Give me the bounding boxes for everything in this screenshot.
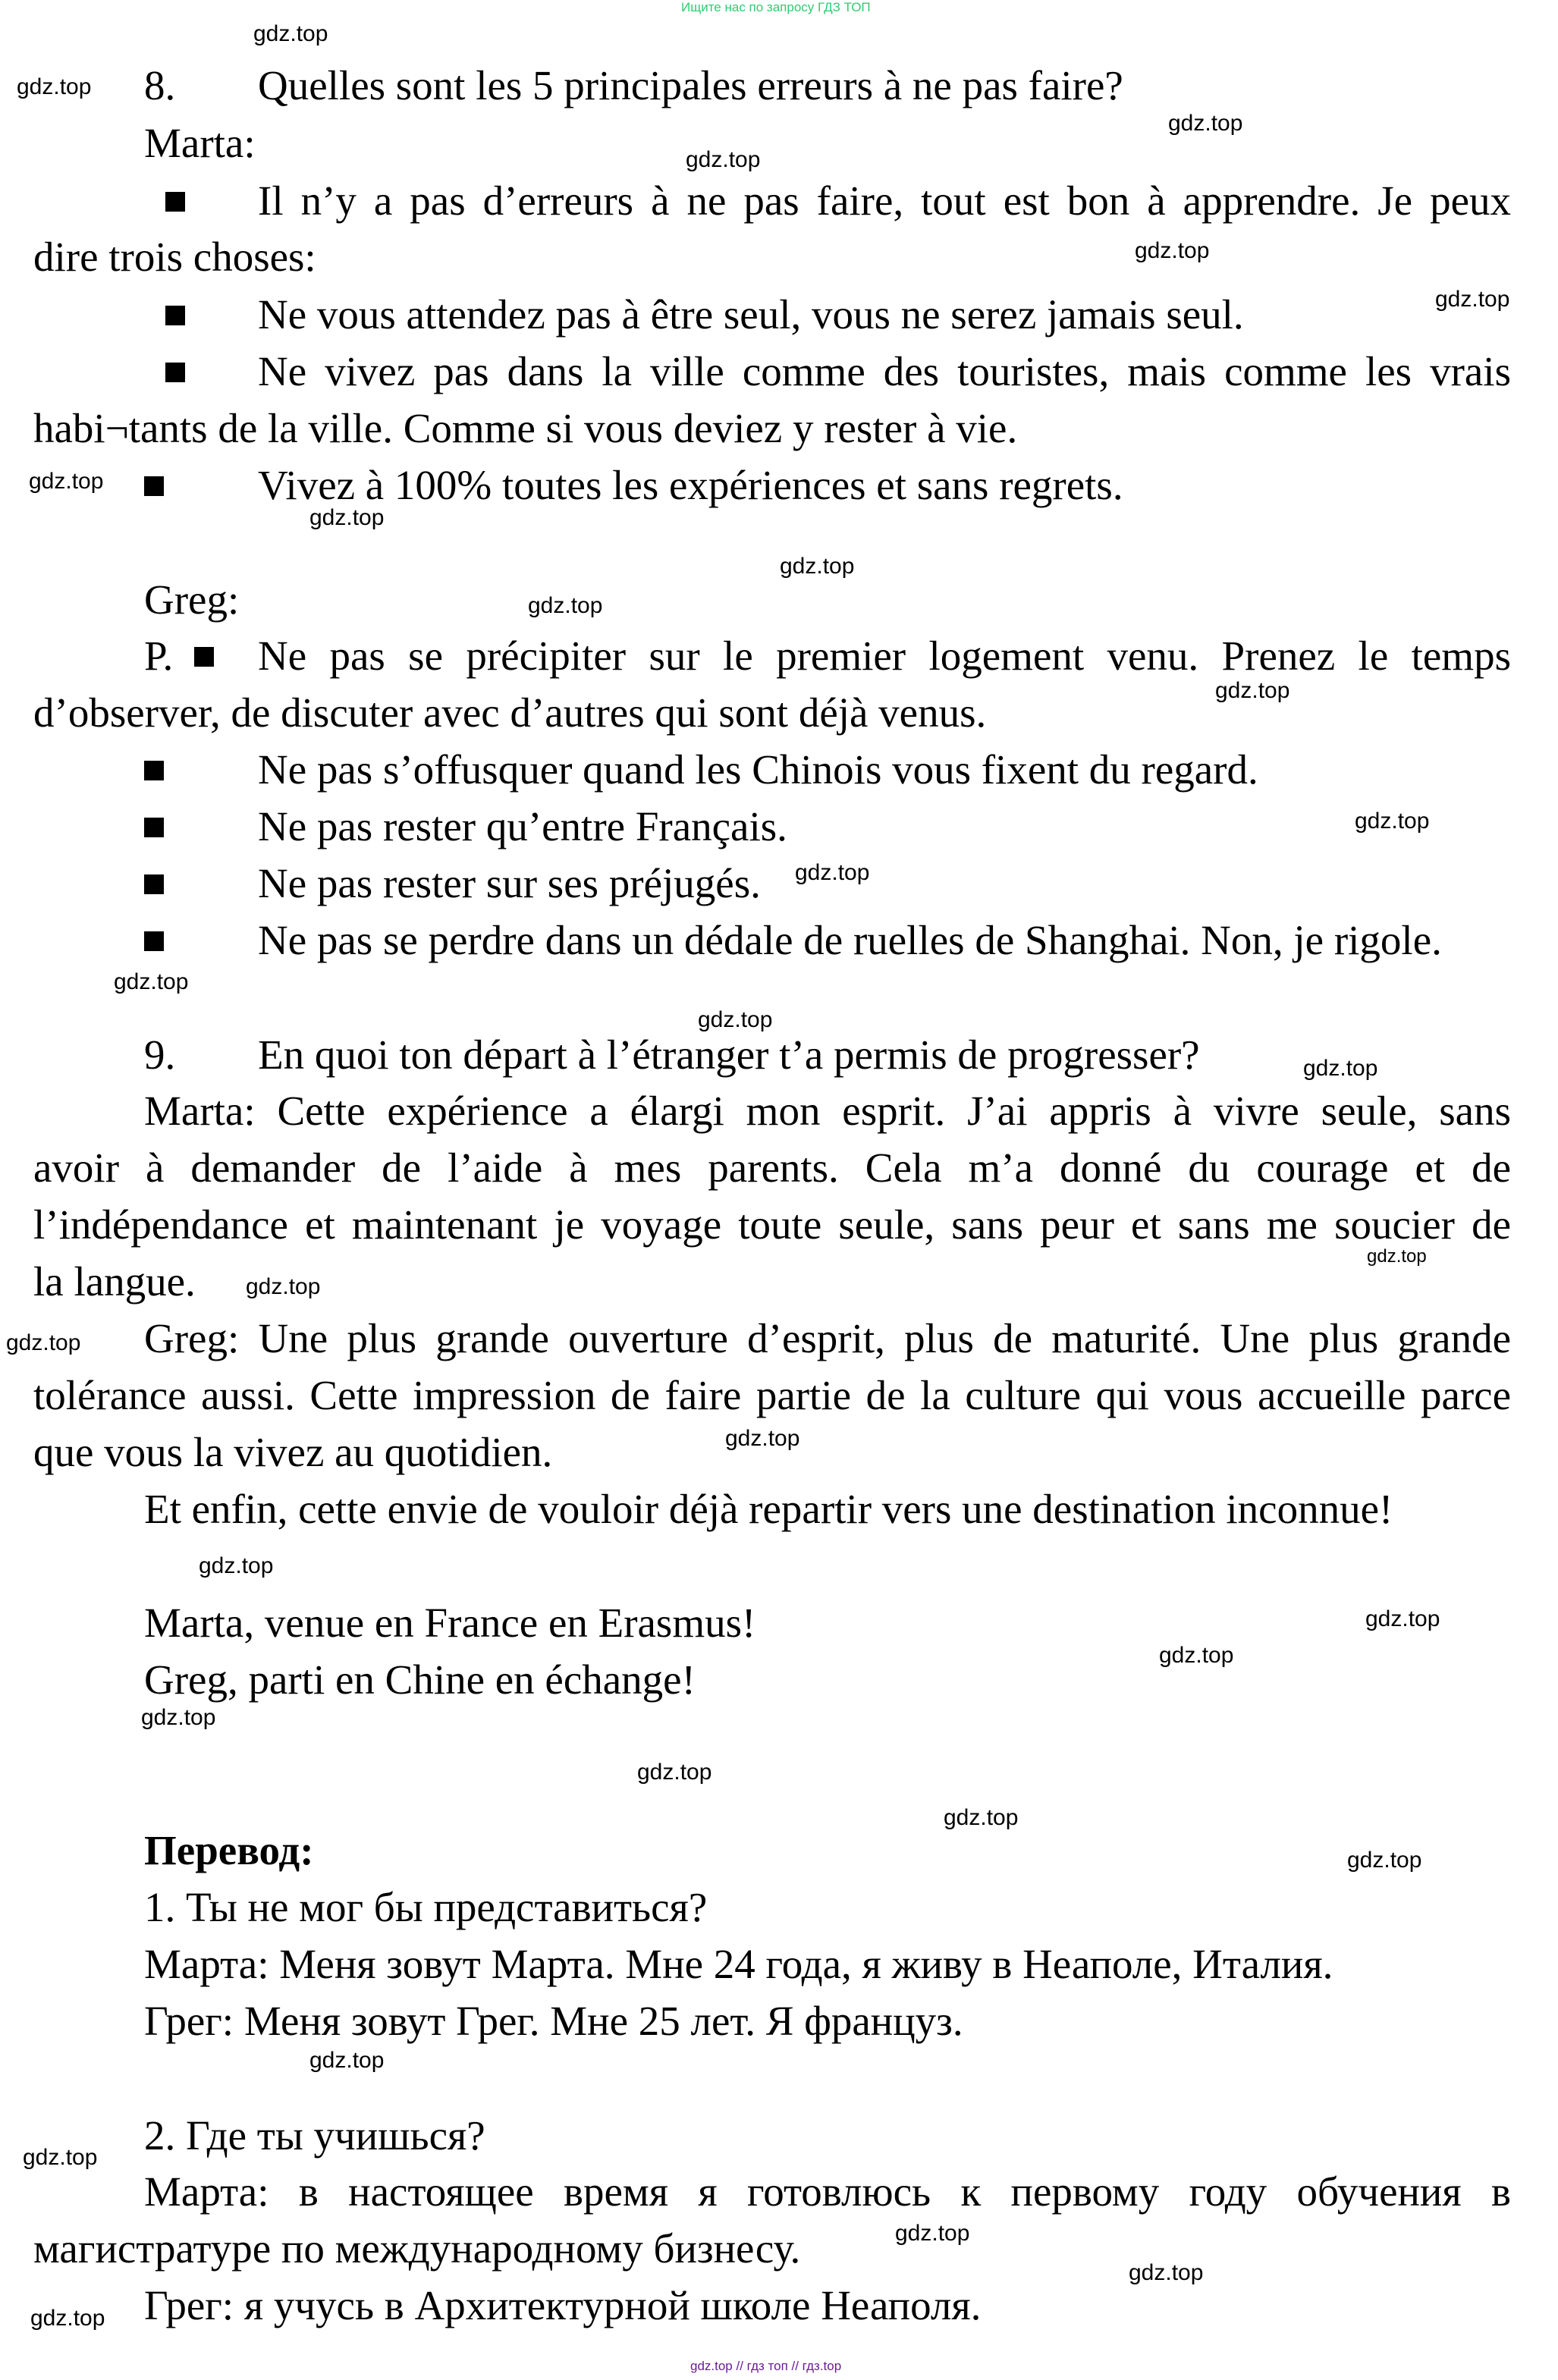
marta-bullet-1-line-2: dire trois choses:: [33, 234, 316, 280]
marta-label: Marta:: [144, 120, 256, 166]
watermark: gdz.top: [528, 593, 603, 618]
greg-answer-line-1: Greg: Une plus grande ouverture d’esprit, plus de maturité. Une plus grande: [144, 1315, 1511, 1361]
closing-marta: Marta, venue en France en Erasmus!: [144, 1600, 756, 1646]
translation-q1-marta: Марта: Меня зовут Марта. Мне 24 года, я живу в Неаполе, Италия.: [144, 1941, 1333, 1987]
greg-bullet-3: Ne pas rester qu’entre Français.: [258, 803, 787, 849]
greg-bullet-5: Ne pas se perdre dans un dédale de ruelles de Shanghai. Non, je rigole.: [258, 917, 1442, 963]
bullet-icon: [165, 363, 185, 382]
greg-bullet-4: Ne pas rester sur ses préjugés.: [258, 860, 761, 906]
watermark: gdz.top: [1215, 678, 1290, 703]
watermark: gdz.top: [199, 1553, 274, 1578]
translation-question-1: 1. Ты не мог бы представиться?: [144, 1884, 708, 1930]
greg-bullet-1-line-2: d’observer, de discuter avec d’autres qui sont déjà venus.: [33, 689, 987, 736]
watermark: gdz.top: [698, 1007, 773, 1032]
bullet-icon: [144, 874, 164, 894]
watermark: gdz.top: [1129, 2260, 1204, 2285]
bullet-icon: [144, 476, 164, 496]
watermark: gdz.top: [1367, 1246, 1427, 1267]
watermark: gdz.top: [944, 1805, 1019, 1830]
watermark: gdz.top: [141, 1705, 216, 1730]
question-9-text: En quoi ton départ à l’étranger t’a permis de progresser?: [258, 1031, 1200, 1078]
marta-bullet-4: Vivez à 100% toutes les expériences et sans regrets.: [258, 462, 1123, 508]
translation-q2-marta-line-1: Марта: в настоящее время я готовлюсь к первому году обучения в: [144, 2168, 1511, 2215]
translation-heading: Перевод:: [144, 1827, 314, 1873]
watermark: gdz.top: [1303, 1056, 1378, 1081]
bullet-icon: [144, 761, 164, 780]
marta-answer-line-4: la langue.: [33, 1258, 196, 1305]
watermark: gdz.top: [29, 469, 104, 494]
bullet-icon: [165, 192, 185, 212]
bullet-icon: [194, 647, 214, 667]
marta-bullet-2: Ne vous attendez pas à être seul, vous ne serez jamais seul.: [258, 291, 1244, 338]
question-9-number: 9.: [144, 1031, 176, 1078]
marta-answer-line-2: avoir à demander de l’aide à mes parents. Cela m’a donné du courage et de: [33, 1144, 1511, 1191]
watermark: gdz.top: [30, 2306, 105, 2331]
greg-label: Greg:: [144, 576, 240, 623]
watermark: gdz.top: [1168, 111, 1243, 136]
question-8-text: Quelles sont les 5 principales erreurs à ne pas faire?: [258, 62, 1123, 108]
greg-answer-line-4: Et enfin, cette envie de vouloir déjà repartir vers une destination inconnue!: [144, 1486, 1393, 1532]
watermark: gdz.top: [1159, 1643, 1234, 1668]
watermark: gdz.top: [725, 1426, 800, 1451]
greg-bullet-2: Ne pas s’offusquer quand les Chinois vous fixent du regard.: [258, 746, 1258, 793]
watermark: gdz.top: [23, 2145, 98, 2170]
header-banner: Ищите нас по запросу ГДЗ ТОП: [681, 0, 871, 14]
watermark: gdz.top: [686, 147, 761, 172]
watermark: gdz.top: [895, 2221, 970, 2246]
greg-prefix: P.: [144, 633, 174, 679]
footer-banner: gdz.top // гдз топ // гдз.top: [690, 2359, 842, 2373]
watermark: gdz.top: [1355, 809, 1430, 834]
watermark: gdz.top: [637, 1760, 712, 1785]
marta-bullet-3-line-1: Ne vivez pas dans la ville comme des touristes, mais comme les vrais: [258, 348, 1511, 394]
bullet-icon: [144, 931, 164, 951]
marta-bullet-1-line-1: Il n’y a pas d’erreurs à ne pas faire, tout est bon à apprendre. Je peux: [258, 177, 1511, 224]
translation-q2-greg: Грег: я учусь в Архитектурной школе Неаполя.: [144, 2282, 982, 2328]
watermark: gdz.top: [1435, 287, 1510, 312]
watermark: gdz.top: [1365, 1606, 1440, 1631]
watermark: gdz.top: [17, 74, 92, 99]
translation-q1-greg: Грег: Меня зовут Грег. Мне 25 лет. Я француз.: [144, 1998, 963, 2044]
watermark: gdz.top: [309, 505, 385, 530]
bullet-icon: [144, 818, 164, 837]
bullet-icon: [165, 306, 185, 325]
greg-bullet-1-line-1: Ne pas se précipiter sur le premier logement venu. Prenez le temps: [258, 633, 1511, 679]
greg-answer-line-3: que vous la vivez au quotidien.: [33, 1429, 553, 1475]
watermark: gdz.top: [246, 1274, 321, 1299]
watermark: gdz.top: [795, 860, 870, 885]
watermark: gdz.top: [253, 21, 328, 46]
translation-question-2: 2. Где ты учишься?: [144, 2112, 485, 2159]
translation-q2-marta-line-2: магистратуре по международному бизнесу.: [33, 2225, 801, 2272]
greg-answer-line-2: tolérance aussi. Cette impression de faire partie de la culture qui vous accueille parce: [33, 1372, 1511, 1418]
watermark: gdz.top: [6, 1330, 81, 1355]
marta-bullet-3-line-2: habi¬tants de la ville. Comme si vous deviez y rester à vie.: [33, 405, 1018, 451]
watermark: gdz.top: [114, 969, 189, 994]
question-8-number: 8.: [144, 62, 176, 108]
watermark: gdz.top: [1135, 238, 1210, 263]
watermark: gdz.top: [309, 2048, 385, 2073]
watermark: gdz.top: [1347, 1848, 1422, 1873]
marta-answer-line-1: Marta: Cette expérience a élargi mon esprit. J’ai appris à vivre seule, sans: [144, 1088, 1511, 1134]
watermark: gdz.top: [780, 554, 855, 579]
marta-answer-line-3: l’indépendance et maintenant je voyage toute seule, sans peur et sans me soucier de: [33, 1201, 1511, 1248]
closing-greg: Greg, parti en Chine en échange!: [144, 1656, 696, 1703]
